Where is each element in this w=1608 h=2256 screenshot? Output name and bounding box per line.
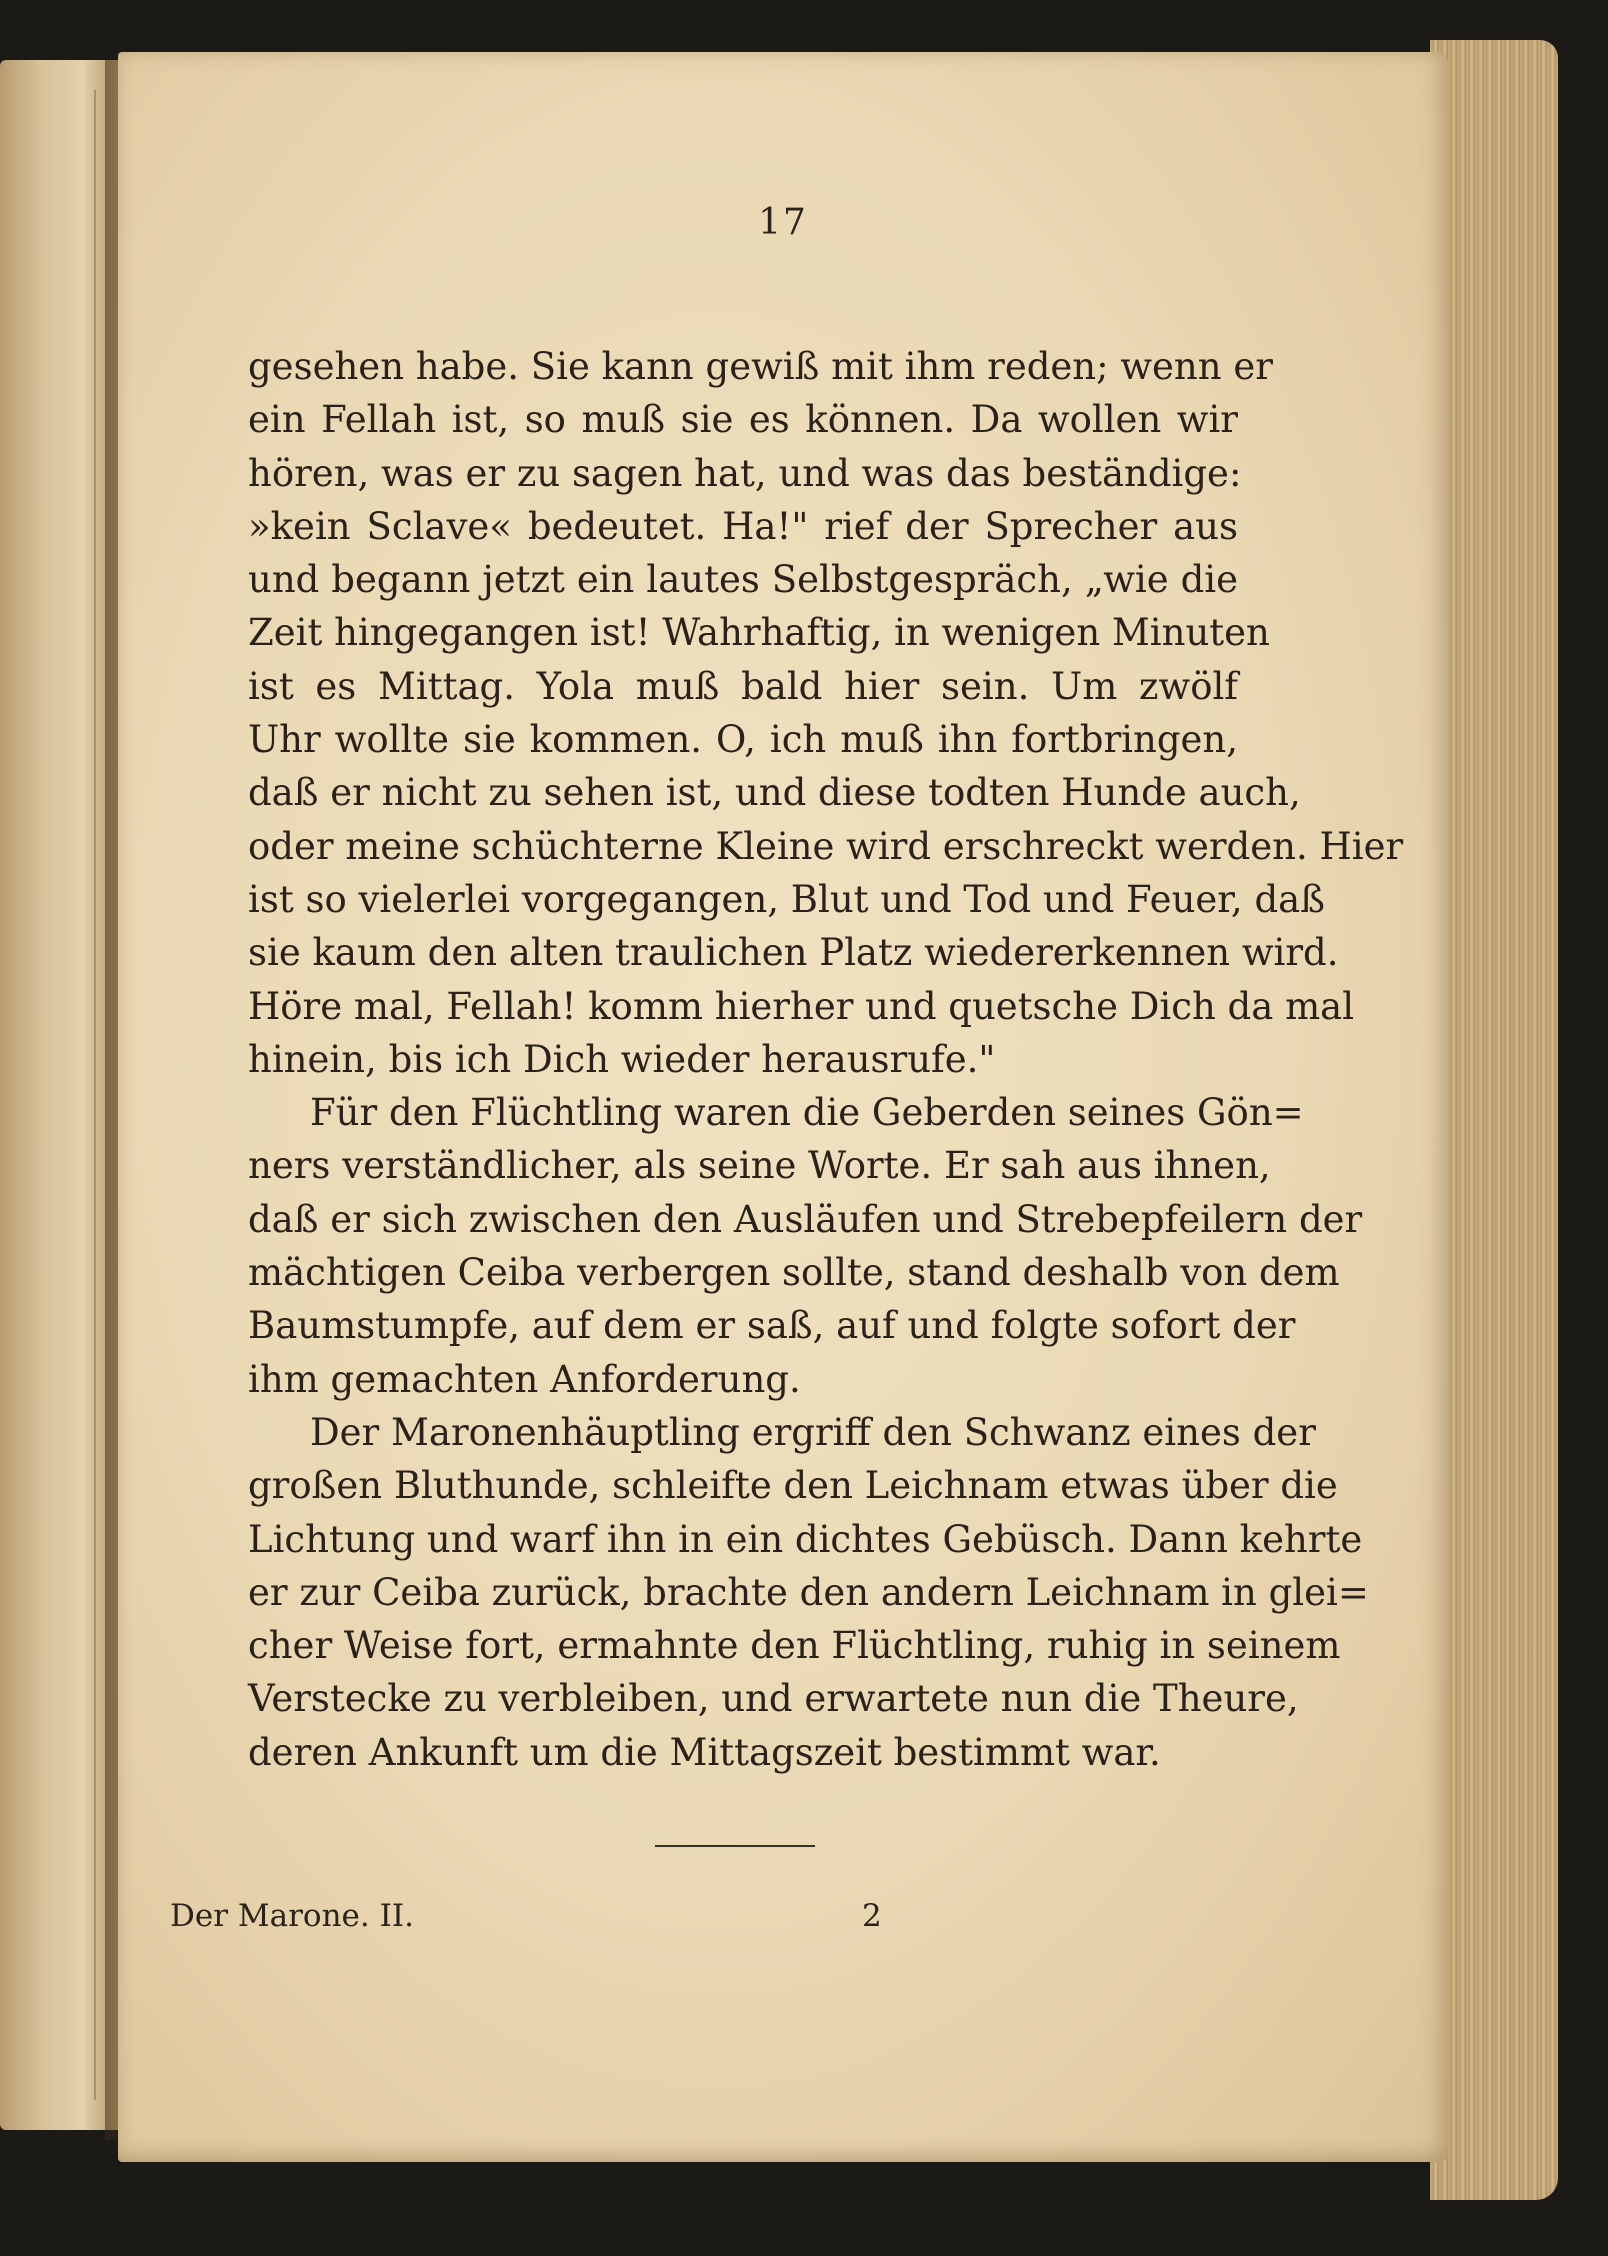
text-line: Zeit hingegangen ist! Wahrhaftig, in wenigen Minuten [248,611,1270,655]
previous-page-edge [0,60,118,2130]
text-line: cher Weise fort, ermahnte den Flüchtling, ruhig in seinem [248,1624,1341,1668]
text-line: daß er sich zwischen den Ausläufen und Strebepfeilern der [248,1197,1363,1241]
page-number: 17 [758,202,808,243]
text-line: hören, was er zu sagen hat, und was das beständige: [248,451,1242,495]
footer-signature: Der Marone. II. [170,1898,414,1934]
paragraph-3 [248,1406,1369,1779]
text-line: gesehen habe. Sie kann gewiß mit ihm reden; wenn er [248,345,1273,388]
text-line: ist es Mittag. Yola muß bald hier sein. Um zwölf [248,664,1238,708]
paragraph-2 [248,1086,1363,1406]
text-line: er zur Ceiba zurück, brachte den andern Leichnam in glei= [248,1570,1369,1614]
text-line: »kein Sclave« bedeutet. Ha!" rief der Sprecher aus [248,504,1238,548]
previous-page-margin-line [94,90,96,2100]
text-line: großen Bluthunde, schleifte den Leichnam etwas über die [248,1464,1338,1508]
text-line: Für den Flüchtling waren die Geberden seines Gön= [310,1091,1304,1135]
text-line: ihm gemachten Anforderung. [248,1357,801,1401]
text-line: sie kaum den alten traulichen Platz wiedererkennen wird. [248,931,1339,975]
text-line: Verstecke zu verbleiben, und erwartete nun die Theure, [248,1677,1299,1721]
text-line: mächtigen Ceiba verbergen sollte, stand deshalb von dem [248,1251,1340,1295]
footer-sheet-number: 2 [862,1898,882,1934]
text-line: ein Fellah ist, so muß sie es können. Da wollen wir [248,398,1238,442]
text-line: ners verständlicher, als seine Worte. Er sah aus ihnen, [248,1144,1271,1188]
text-line: ist so vielerlei vorgegangen, Blut und Tod und Feuer, daß [248,877,1325,921]
text-line: Baumstumpfe, auf dem er saß, auf und folgte sofort der [248,1304,1296,1348]
section-divider-rule [655,1845,815,1847]
text-line: Höre mal, Fellah! komm hierher und quetsche Dich da mal [248,984,1355,1028]
text-line: deren Ankunft um die Mittagszeit bestimmt war. [248,1730,1161,1774]
page-stack-edges [1430,40,1558,2200]
text-line: und begann jetzt ein lautes Selbstgespräch, „wie die [248,558,1238,602]
text-line: hinein, bis ich Dich wieder herausrufe." [248,1037,996,1081]
text-line: Lichtung und warf ihn in ein dichtes Gebüsch. Dann kehrte [248,1517,1363,1561]
text-line: oder meine schüchterne Kleine wird erschreckt werden. Hier [248,824,1404,868]
paragraph-1 [248,340,1404,1086]
text-line: Uhr wollte sie kommen. O, ich muß ihn fortbringen, [248,718,1238,762]
text-line: Der Maronenhäuptling ergriff den Schwanz eines der [310,1410,1316,1454]
text-line: daß er nicht zu sehen ist, und diese todten Hunde auch, [248,771,1301,815]
body-text [248,340,1404,1779]
